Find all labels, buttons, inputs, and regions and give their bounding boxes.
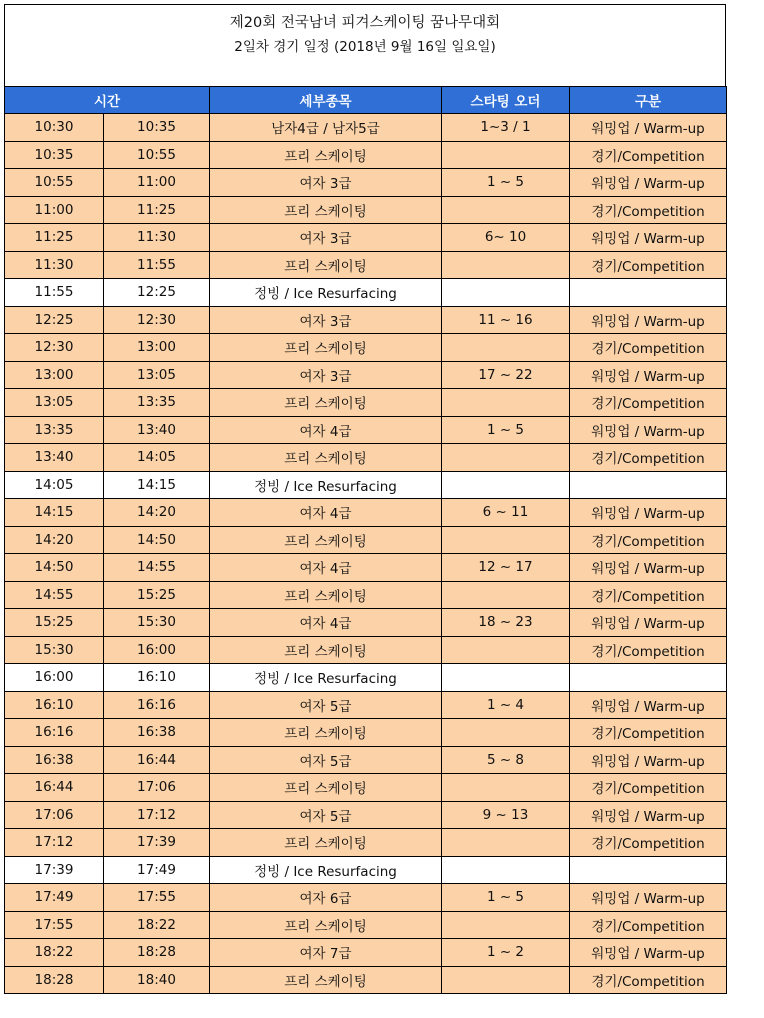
order-cell: 18 ~ 23 [442, 609, 570, 637]
event-cell: 정빙 / Ice Resurfacing [210, 471, 442, 499]
schedule-sheet [4, 4, 726, 994]
start-time-cell: 11:30 [5, 251, 104, 279]
start-time-cell: 11:00 [5, 196, 104, 224]
type-cell: 경기/Competition [570, 719, 727, 747]
end-time-cell: 14:05 [104, 444, 210, 472]
table-row [5, 279, 727, 307]
type-cell: 워밍업 / Warm-up [570, 416, 727, 444]
event-cell: 여자 5급 [210, 746, 442, 774]
order-cell: 1 ~ 4 [442, 691, 570, 719]
end-time-cell: 16:00 [104, 636, 210, 664]
order-cell: 1 ~ 5 [442, 416, 570, 444]
start-time-cell: 14:55 [5, 581, 104, 609]
start-time-cell: 15:25 [5, 609, 104, 637]
table-row [5, 774, 727, 802]
end-time-cell: 10:55 [104, 141, 210, 169]
schedule-title: 제20회 전국남녀 피겨스케이팅 꿈나무대회 [229, 15, 501, 31]
start-time-cell: 18:28 [5, 966, 104, 994]
order-cell [442, 774, 570, 802]
start-time-cell: 14:20 [5, 526, 104, 554]
table-row [5, 334, 727, 362]
type-cell: 워밍업 / Warm-up [570, 746, 727, 774]
event-cell: 여자 5급 [210, 691, 442, 719]
start-time-cell: 11:25 [5, 224, 104, 252]
end-time-cell: 13:40 [104, 416, 210, 444]
event-cell: 여자 4급 [210, 499, 442, 527]
end-time-cell: 15:25 [104, 581, 210, 609]
table-row [5, 856, 727, 884]
event-cell: 여자 4급 [210, 609, 442, 637]
order-cell: 5 ~ 8 [442, 746, 570, 774]
end-time-cell: 11:30 [104, 224, 210, 252]
start-time-cell: 16:00 [5, 664, 104, 692]
type-cell: 경기/Competition [570, 444, 727, 472]
end-time-cell: 16:44 [104, 746, 210, 774]
event-cell: 프리 스케이팅 [210, 719, 442, 747]
end-time-cell: 11:55 [104, 251, 210, 279]
event-cell: 프리 스케이팅 [210, 141, 442, 169]
table-row [5, 884, 727, 912]
order-cell [442, 911, 570, 939]
order-cell [442, 829, 570, 857]
end-time-cell: 14:50 [104, 526, 210, 554]
schedule-rows [5, 114, 727, 994]
table-row [5, 169, 727, 197]
table-row [5, 114, 727, 142]
event-cell: 여자 4급 [210, 554, 442, 582]
order-cell [442, 334, 570, 362]
order-cell: 12 ~ 17 [442, 554, 570, 582]
event-cell: 프리 스케이팅 [210, 636, 442, 664]
type-cell [570, 279, 727, 307]
order-cell [442, 664, 570, 692]
type-cell: 워밍업 / Warm-up [570, 554, 727, 582]
event-cell: 프리 스케이팅 [210, 911, 442, 939]
end-time-cell: 16:10 [104, 664, 210, 692]
end-time-cell: 13:00 [104, 334, 210, 362]
start-time-cell: 10:35 [5, 141, 104, 169]
header-time: 시간 [5, 87, 210, 114]
table-row [5, 911, 727, 939]
table-row [5, 746, 727, 774]
order-cell: 6 ~ 11 [442, 499, 570, 527]
order-cell: 17 ~ 22 [442, 361, 570, 389]
table-row [5, 719, 727, 747]
end-time-cell: 17:12 [104, 801, 210, 829]
type-cell: 경기/Competition [570, 389, 727, 417]
type-cell: 워밍업 / Warm-up [570, 691, 727, 719]
event-cell: 남자4급 / 남자5급 [210, 114, 442, 142]
event-cell: 여자 3급 [210, 306, 442, 334]
event-cell: 프리 스케이팅 [210, 444, 442, 472]
start-time-cell: 17:39 [5, 856, 104, 884]
end-time-cell: 15:30 [104, 609, 210, 637]
start-time-cell: 14:50 [5, 554, 104, 582]
order-cell [442, 141, 570, 169]
table-row [5, 499, 727, 527]
start-time-cell: 14:05 [5, 471, 104, 499]
type-cell: 경기/Competition [570, 581, 727, 609]
end-time-cell: 16:16 [104, 691, 210, 719]
type-cell [570, 856, 727, 884]
table-row [5, 196, 727, 224]
schedule-subtitle: 2일차 경기 일정 (2018년 9월 16일 일요일) [234, 39, 496, 55]
type-cell: 경기/Competition [570, 911, 727, 939]
header-order: 스타팅 오더 [442, 87, 570, 114]
start-time-cell: 17:55 [5, 911, 104, 939]
end-time-cell: 18:40 [104, 966, 210, 994]
type-cell: 경기/Competition [570, 251, 727, 279]
type-cell [570, 664, 727, 692]
end-time-cell: 10:35 [104, 114, 210, 142]
table-row [5, 444, 727, 472]
start-time-cell: 14:15 [5, 499, 104, 527]
header-row [5, 87, 727, 114]
type-cell: 워밍업 / Warm-up [570, 224, 727, 252]
table-row [5, 829, 727, 857]
type-cell: 경기/Competition [570, 334, 727, 362]
start-time-cell: 16:38 [5, 746, 104, 774]
start-time-cell: 18:22 [5, 939, 104, 967]
event-cell: 여자 5급 [210, 801, 442, 829]
type-cell [570, 471, 727, 499]
start-time-cell: 17:49 [5, 884, 104, 912]
event-cell: 프리 스케이팅 [210, 334, 442, 362]
event-cell: 프리 스케이팅 [210, 196, 442, 224]
header-type: 구분 [570, 87, 727, 114]
type-cell: 워밍업 / Warm-up [570, 884, 727, 912]
order-cell [442, 719, 570, 747]
title-box [4, 4, 726, 86]
event-cell: 정빙 / Ice Resurfacing [210, 856, 442, 884]
event-cell: 프리 스케이팅 [210, 774, 442, 802]
event-cell: 여자 6급 [210, 884, 442, 912]
start-time-cell: 16:10 [5, 691, 104, 719]
event-cell: 정빙 / Ice Resurfacing [210, 279, 442, 307]
event-cell: 여자 7급 [210, 939, 442, 967]
type-cell: 워밍업 / Warm-up [570, 939, 727, 967]
table-row [5, 251, 727, 279]
table-row [5, 389, 727, 417]
end-time-cell: 18:22 [104, 911, 210, 939]
order-cell: 11 ~ 16 [442, 306, 570, 334]
end-time-cell: 17:49 [104, 856, 210, 884]
table-row [5, 664, 727, 692]
order-cell: 1 ~ 5 [442, 884, 570, 912]
table-row [5, 224, 727, 252]
event-cell: 여자 4급 [210, 416, 442, 444]
schedule-table [4, 86, 727, 994]
event-cell: 프리 스케이팅 [210, 829, 442, 857]
table-row [5, 416, 727, 444]
end-time-cell: 17:06 [104, 774, 210, 802]
order-cell: 6~ 10 [442, 224, 570, 252]
type-cell: 경기/Competition [570, 141, 727, 169]
order-cell: 1~3 / 1 [442, 114, 570, 142]
order-cell [442, 251, 570, 279]
start-time-cell: 10:30 [5, 114, 104, 142]
end-time-cell: 12:30 [104, 306, 210, 334]
order-cell [442, 856, 570, 884]
start-time-cell: 12:30 [5, 334, 104, 362]
type-cell: 경기/Competition [570, 774, 727, 802]
table-row [5, 581, 727, 609]
end-time-cell: 13:35 [104, 389, 210, 417]
start-time-cell: 13:35 [5, 416, 104, 444]
table-row [5, 801, 727, 829]
event-cell: 프리 스케이팅 [210, 251, 442, 279]
table-row [5, 554, 727, 582]
event-cell: 프리 스케이팅 [210, 526, 442, 554]
event-cell: 여자 3급 [210, 361, 442, 389]
order-cell: 1 ~ 2 [442, 939, 570, 967]
end-time-cell: 16:38 [104, 719, 210, 747]
table-row [5, 361, 727, 389]
type-cell: 경기/Competition [570, 636, 727, 664]
table-row [5, 939, 727, 967]
type-cell: 경기/Competition [570, 526, 727, 554]
start-time-cell: 13:00 [5, 361, 104, 389]
end-time-cell: 18:28 [104, 939, 210, 967]
start-time-cell: 13:05 [5, 389, 104, 417]
end-time-cell: 13:05 [104, 361, 210, 389]
order-cell [442, 196, 570, 224]
event-cell: 프리 스케이팅 [210, 581, 442, 609]
start-time-cell: 11:55 [5, 279, 104, 307]
start-time-cell: 10:55 [5, 169, 104, 197]
start-time-cell: 13:40 [5, 444, 104, 472]
order-cell [442, 444, 570, 472]
order-cell: 1 ~ 5 [442, 169, 570, 197]
table-row [5, 141, 727, 169]
header-event: 세부종목 [210, 87, 442, 114]
order-cell [442, 279, 570, 307]
end-time-cell: 17:39 [104, 829, 210, 857]
order-cell [442, 636, 570, 664]
table-row [5, 636, 727, 664]
type-cell: 워밍업 / Warm-up [570, 801, 727, 829]
type-cell: 워밍업 / Warm-up [570, 609, 727, 637]
start-time-cell: 12:25 [5, 306, 104, 334]
order-cell [442, 526, 570, 554]
table-row [5, 306, 727, 334]
event-cell: 여자 3급 [210, 224, 442, 252]
event-cell: 여자 3급 [210, 169, 442, 197]
start-time-cell: 16:44 [5, 774, 104, 802]
type-cell: 워밍업 / Warm-up [570, 361, 727, 389]
start-time-cell: 15:30 [5, 636, 104, 664]
type-cell: 워밍업 / Warm-up [570, 114, 727, 142]
end-time-cell: 17:55 [104, 884, 210, 912]
type-cell: 워밍업 / Warm-up [570, 306, 727, 334]
table-row [5, 471, 727, 499]
type-cell: 경기/Competition [570, 966, 727, 994]
type-cell: 경기/Competition [570, 829, 727, 857]
type-cell: 경기/Competition [570, 196, 727, 224]
event-cell: 정빙 / Ice Resurfacing [210, 664, 442, 692]
order-cell [442, 471, 570, 499]
order-cell [442, 966, 570, 994]
end-time-cell: 11:25 [104, 196, 210, 224]
table-row [5, 609, 727, 637]
table-row [5, 691, 727, 719]
start-time-cell: 17:12 [5, 829, 104, 857]
order-cell [442, 581, 570, 609]
end-time-cell: 14:55 [104, 554, 210, 582]
end-time-cell: 12:25 [104, 279, 210, 307]
type-cell: 워밍업 / Warm-up [570, 169, 727, 197]
start-time-cell: 17:06 [5, 801, 104, 829]
order-cell [442, 389, 570, 417]
type-cell: 워밍업 / Warm-up [570, 499, 727, 527]
order-cell: 9 ~ 13 [442, 801, 570, 829]
end-time-cell: 14:20 [104, 499, 210, 527]
event-cell: 프리 스케이팅 [210, 966, 442, 994]
table-row [5, 966, 727, 994]
end-time-cell: 14:15 [104, 471, 210, 499]
end-time-cell: 11:00 [104, 169, 210, 197]
table-row [5, 526, 727, 554]
event-cell: 프리 스케이팅 [210, 389, 442, 417]
start-time-cell: 16:16 [5, 719, 104, 747]
